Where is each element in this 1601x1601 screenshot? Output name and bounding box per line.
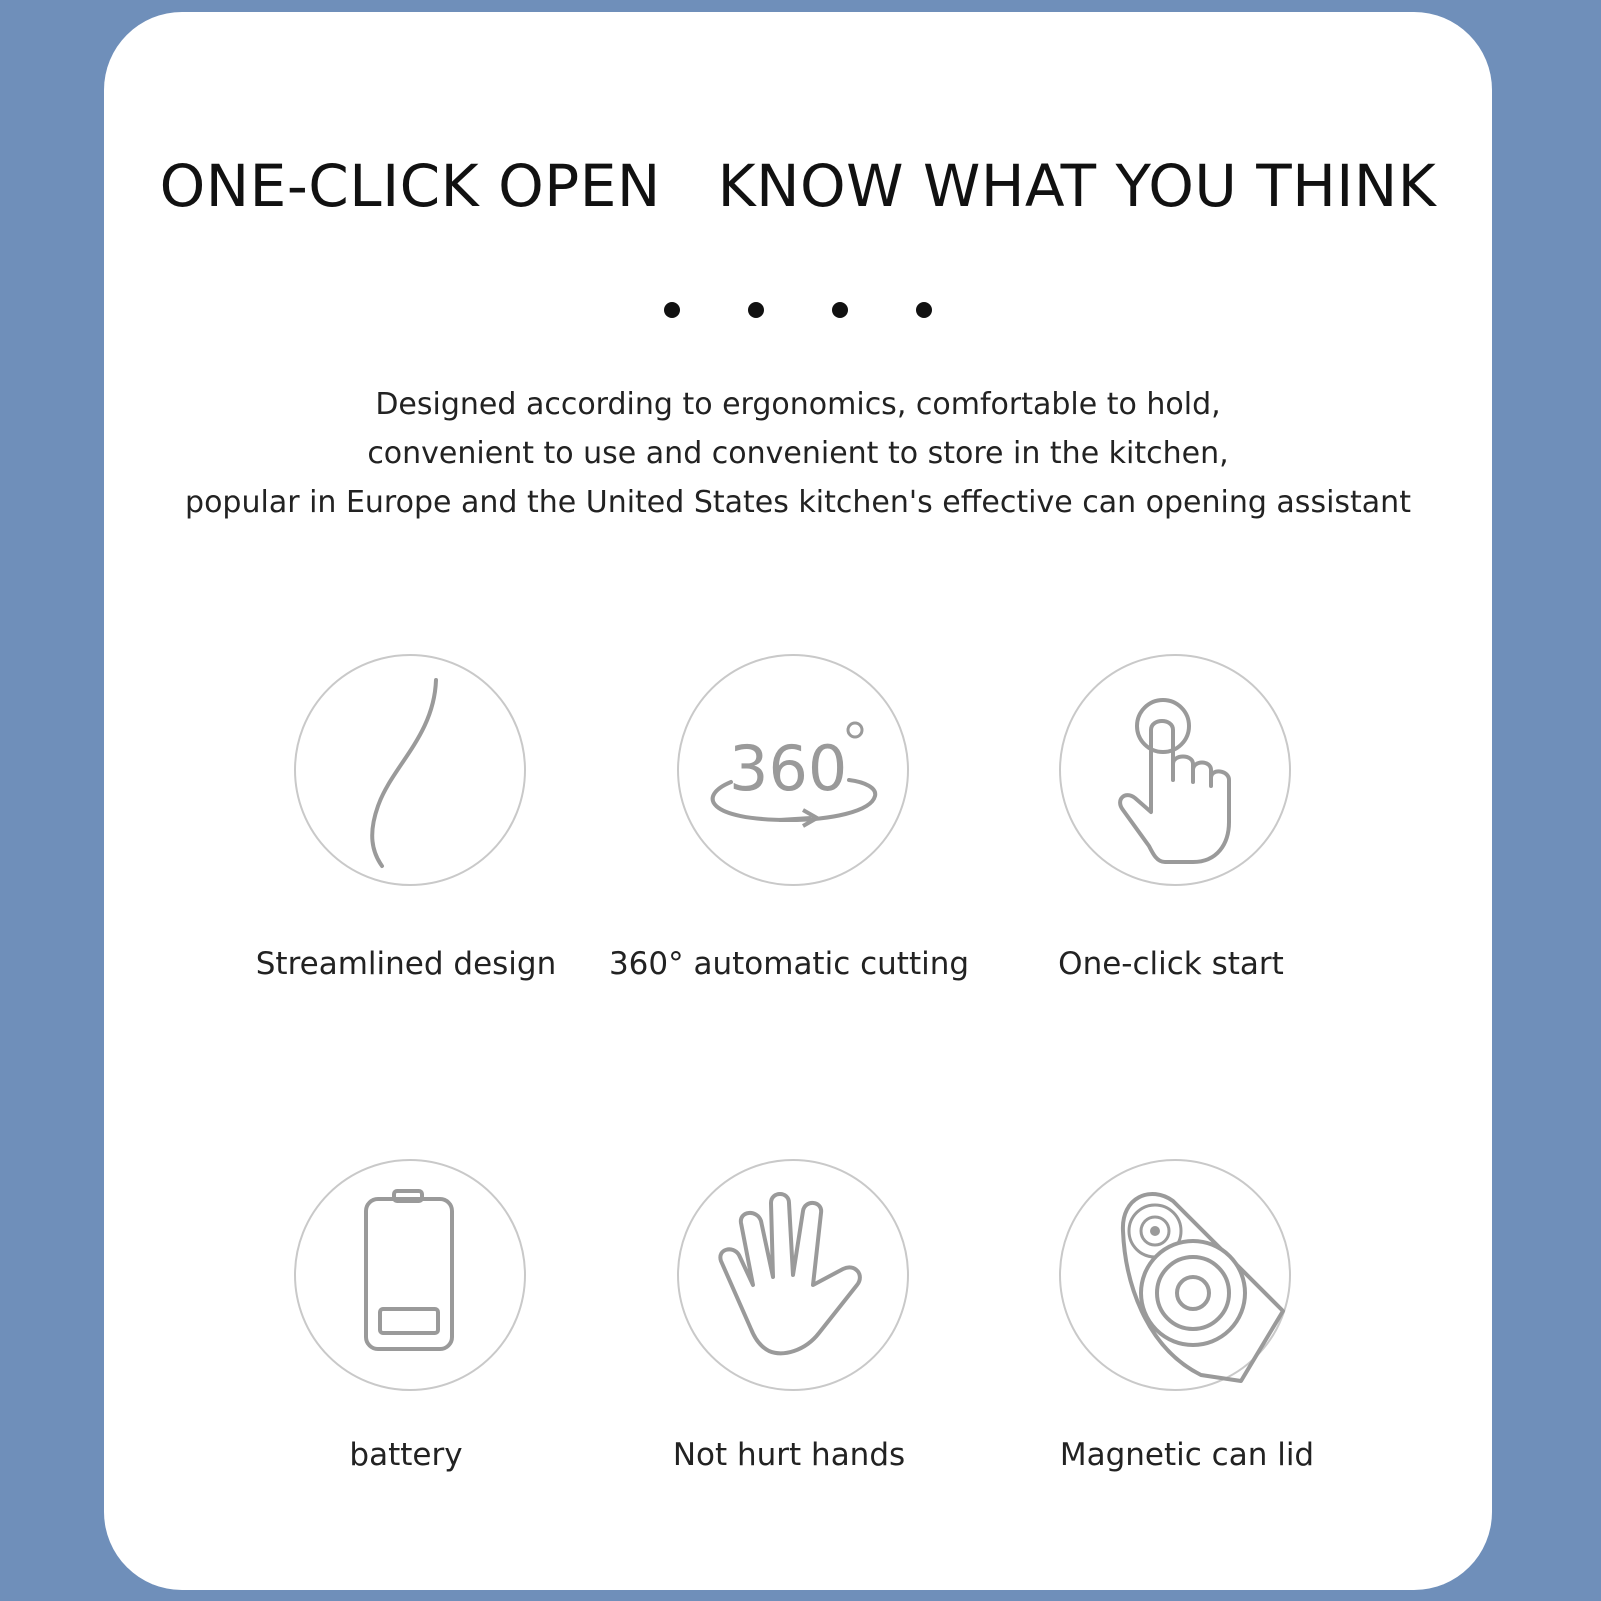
finger-press-icon [1059, 654, 1291, 886]
dot [832, 302, 848, 318]
description [104, 380, 1492, 527]
dot-separator [104, 302, 1492, 318]
rotate-360-icon [677, 654, 909, 886]
description-line: Designed according to ergonomics, comfortable to hold, [375, 387, 1221, 422]
feature-label-battery: battery [349, 1437, 463, 1473]
feature-label-not-hurt-hands: Not hurt hands [672, 1437, 906, 1473]
feature-label-magnetic-lid: Magnetic can lid [1059, 1437, 1315, 1473]
feature-label-one-click: One-click start [1058, 946, 1284, 982]
description-line: popular in Europe and the United States kitchen's effective can opening assistant [185, 485, 1411, 520]
page-title: ONE-CLICK OPEN KNOW WHAT YOU THINK [159, 152, 1437, 220]
can-opener-icon [1059, 1159, 1291, 1391]
dot [916, 302, 932, 318]
feature-card [104, 12, 1492, 1590]
svg-text:360: 360 [729, 732, 848, 805]
feature-label-360-cutting: 360° automatic cutting [608, 946, 970, 982]
dot [664, 302, 680, 318]
curve-icon [294, 654, 526, 886]
hand-icon [677, 1159, 909, 1391]
dot [748, 302, 764, 318]
battery-icon [294, 1159, 526, 1391]
description-line: convenient to use and convenient to store in the kitchen, [367, 436, 1229, 471]
feature-label-streamlined: Streamlined design [255, 946, 557, 982]
